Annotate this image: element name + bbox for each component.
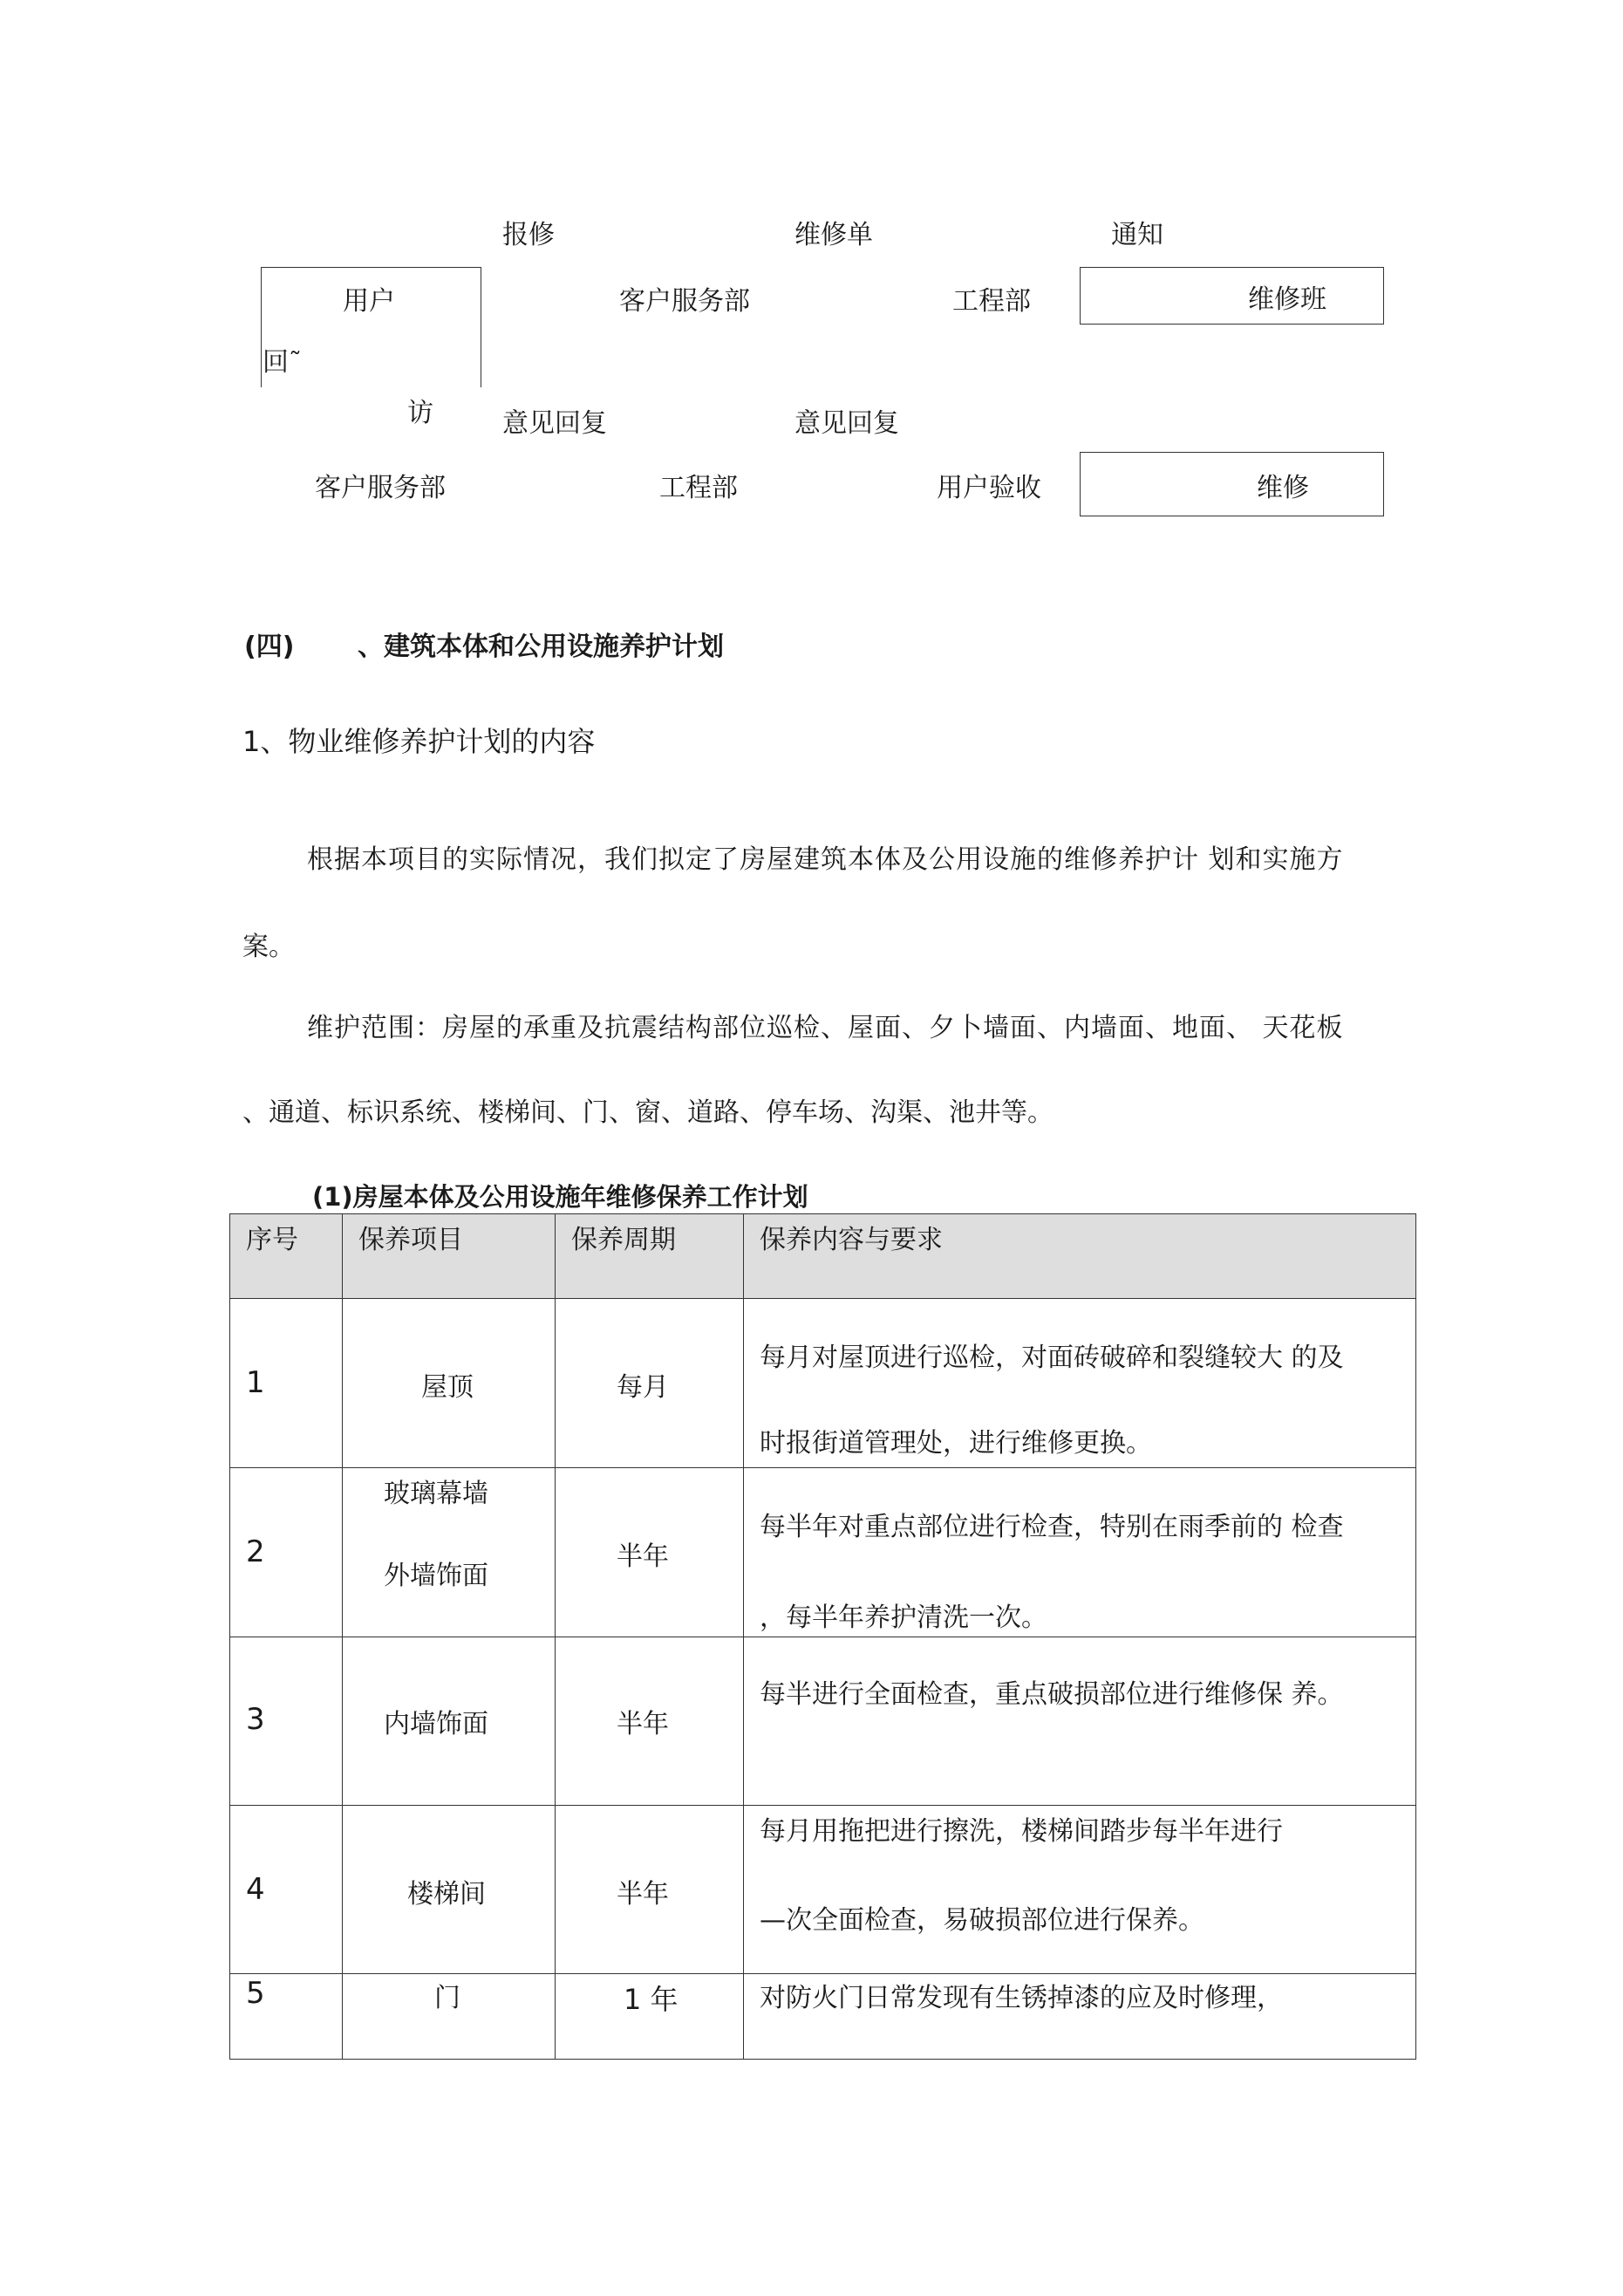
node-customer-service-2: 客户服务部	[315, 473, 446, 503]
node-customer-service: 客户服务部	[619, 286, 750, 317]
header-item: 保养项目	[343, 1214, 556, 1299]
paragraph-2-line-2: 、通道、标识系统、楼梯间、门、窗、道路、停车场、沟渠、池井等。	[242, 1097, 1054, 1128]
table-row	[230, 1468, 1416, 1637]
cell-no: 2	[230, 1468, 343, 1637]
cell-item: 楼梯间	[343, 1806, 556, 1974]
cell-content: 每半进行全面检查，重点破损部位进行维修保 养。	[744, 1637, 1416, 1806]
cell-no: 1	[230, 1299, 343, 1468]
table-row	[230, 1806, 1416, 1974]
node-repair-team-box	[1080, 267, 1384, 325]
node-repair-team: 维修班	[1248, 284, 1326, 315]
cell-no: 4	[230, 1806, 343, 1974]
table-row	[230, 1299, 1416, 1468]
table-caption: (1)房屋本体及公用设施年维修保养工作计划	[312, 1182, 808, 1212]
paragraph-1-line-2: 案。	[242, 932, 295, 962]
node-user-acceptance: 用户验收	[937, 473, 1041, 503]
maintenance-plan-table	[229, 1213, 1416, 2060]
paragraph-1-line-1: 根据本项目的实际情况，我们拟定了房屋建筑本体及公用设施的维修养护计 划和实施方	[307, 844, 1344, 875]
cell-item: 玻璃幕墙 外墙饰面	[343, 1468, 556, 1637]
node-engineering: 工程部	[952, 286, 1031, 317]
sub-heading: 1、物业维修养护计划的内容	[242, 725, 596, 758]
node-repair-box	[1080, 452, 1384, 516]
header-cycle: 保养周期	[556, 1214, 744, 1299]
cell-cycle: 半年	[556, 1806, 744, 1974]
cell-no: 5	[230, 1974, 343, 2060]
cell-content: 每半年对重点部位进行检查，特别在雨季前的 检查 ，每半年养护清洗一次。	[744, 1468, 1416, 1637]
arrow-label-work-order: 维修单	[794, 220, 873, 250]
header-content: 保养内容与要求	[744, 1214, 1416, 1299]
cell-cycle: 半年	[556, 1637, 744, 1806]
cell-content: 每月用拖把进行擦洗，楼梯间踏步每半年进行 —次全面检查，易破损部位进行保养。	[744, 1806, 1416, 1974]
cell-cycle: 1 年	[556, 1974, 744, 2060]
cell-content: 每月对屋顶进行巡检，对面砖破碎和裂缝较大 的及 时报街道管理处，进行维修更换。	[744, 1299, 1416, 1468]
node-user: 用户	[343, 286, 395, 317]
section-title: 、建筑本体和公用设施养护计划	[358, 632, 724, 662]
cell-cycle: 半年	[556, 1468, 744, 1637]
table-row	[230, 1637, 1416, 1806]
cell-cycle: 每月	[556, 1299, 744, 1468]
header-no: 序号	[230, 1214, 343, 1299]
cell-item: 内墙饰面	[343, 1637, 556, 1806]
cell-item: 门	[343, 1974, 556, 2060]
arrow-label-report: 报修	[502, 220, 555, 250]
arrow-label-feedback-1: 意见回复	[502, 408, 607, 439]
cell-item: 屋顶	[343, 1299, 556, 1468]
node-engineering-2: 工程部	[659, 473, 738, 503]
node-repair: 维修	[1257, 473, 1309, 503]
cell-no: 3	[230, 1637, 343, 1806]
return-visit-label-b: 访	[407, 398, 433, 428]
table-header-row	[230, 1214, 1416, 1299]
cell-content: 对防火门日常发现有生锈掉漆的应及时修理，	[744, 1974, 1416, 2060]
arrow-label-feedback-2: 意见回复	[794, 408, 899, 439]
arrow-label-notify: 通知	[1111, 220, 1163, 250]
paragraph-2-line-1: 维护范围：房屋的承重及抗震结构部位巡检、屋面、夕卜墙面、内墙面、地面、 天花板	[307, 1013, 1344, 1043]
table-row	[230, 1974, 1416, 2060]
return-visit-label-a: 回˜	[263, 347, 302, 378]
section-number: (四)	[244, 632, 295, 662]
